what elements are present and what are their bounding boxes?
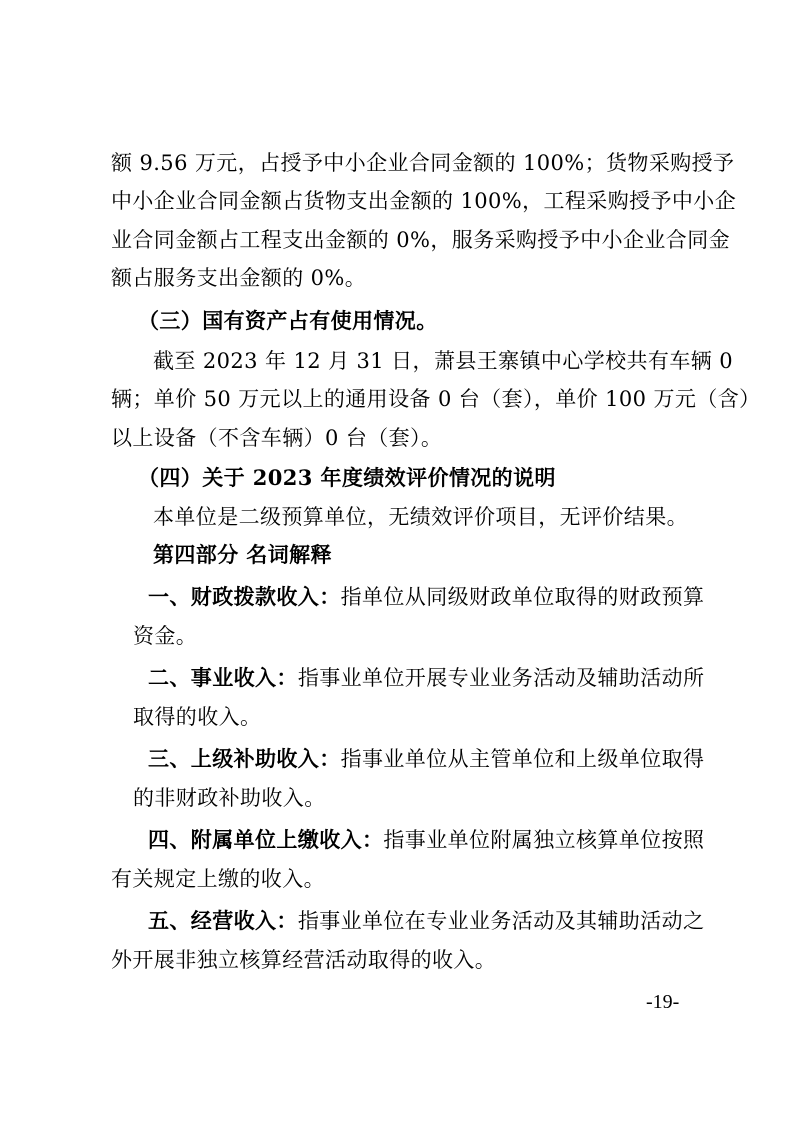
paragraph-line: 额 9.56 万元，占授予中小企业合同金额的 100%；货物采购授予 xyxy=(111,151,735,175)
definition-text: 指事业单位从主管单位和上级单位取得 xyxy=(340,747,705,771)
paragraph-line: 业合同金额占工程支出金额的 0%，服务采购授予中小企业合同金 xyxy=(111,228,730,252)
definition-line xyxy=(148,825,704,855)
definition-text: 指单位从同级财政单位取得的财政预算 xyxy=(340,585,705,609)
definition-term: 五、经营收入： xyxy=(148,908,298,933)
section-heading-assets: （三）国有资产占有使用情况。 xyxy=(138,308,438,333)
definition-line xyxy=(148,582,704,612)
paragraph-line: 中小企业合同金额占货物支出金额的 100%，工程采购授予中小企 xyxy=(111,189,737,213)
definition-line: 外开展非独立核算经营活动取得的收入。 xyxy=(111,948,497,972)
definition-term: 二、事业收入： xyxy=(148,665,298,690)
definition-line xyxy=(148,744,704,774)
definition-line: 资金。 xyxy=(133,624,198,648)
definition-term: 四、附属单位上缴收入： xyxy=(148,827,384,852)
definition-line xyxy=(148,663,704,693)
definition-line xyxy=(148,906,704,936)
definition-text: 指事业单位附属独立核算单位按照 xyxy=(383,828,705,852)
paragraph-line: 辆；单价 50 万元以上的通用设备 0 台（套），单价 100 万元（含） xyxy=(111,387,761,411)
paragraph-line: 本单位是二级预算单位，无绩效评价项目，无评价结果。 xyxy=(153,505,688,529)
paragraph-line: 额占服务支出金额的 0%。 xyxy=(111,266,367,290)
part-heading-glossary: 第四部分 名词解释 xyxy=(153,542,332,567)
definition-line: 有关规定上缴的收入。 xyxy=(111,867,325,891)
paragraph-line: 以上设备（不含车辆）0 台（套）。 xyxy=(111,426,443,450)
definition-text: 指事业单位开展专业业务活动及辅助活动所 xyxy=(297,666,705,690)
page-number: -19- xyxy=(646,991,680,1013)
definition-line: 的非财政补助收入。 xyxy=(133,786,326,810)
definition-line: 取得的收入。 xyxy=(133,705,262,729)
definition-text: 指事业单位在专业业务活动及其辅助活动之 xyxy=(297,909,705,933)
paragraph-line: 截至 2023 年 12 月 31 日，萧县王寨镇中心学校共有车辆 0 xyxy=(153,349,733,373)
section-heading-performance: （四）关于 2023 年度绩效评价情况的说明 xyxy=(138,465,556,490)
definition-term: 三、上级补助收入： xyxy=(148,746,341,771)
definition-term: 一、财政拨款收入： xyxy=(148,584,341,609)
